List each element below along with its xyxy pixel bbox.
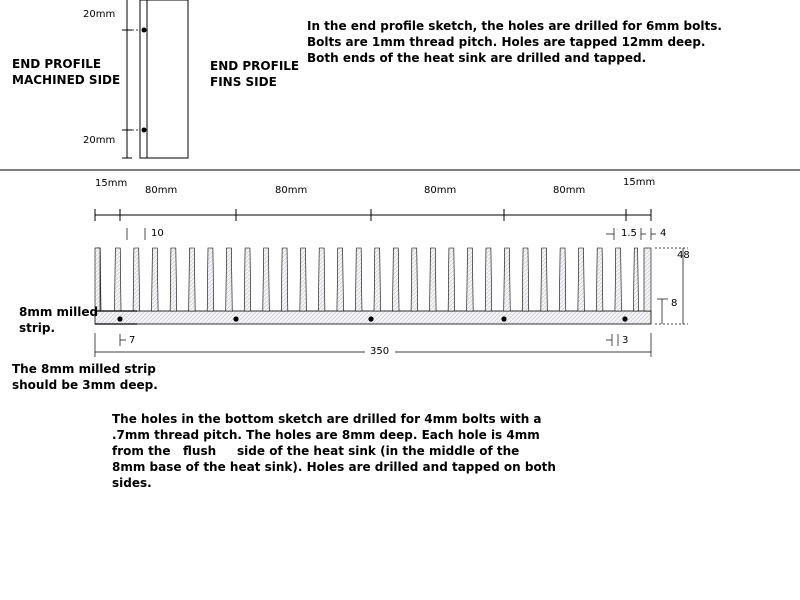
- spacing-label: 80mm: [145, 185, 178, 196]
- heat-sink-fin: [115, 248, 122, 311]
- spacing-dimension: [95, 209, 651, 221]
- top-note-line-2: Bolts are 1mm thread pitch. Holes are tapped 12mm deep.: [307, 35, 706, 49]
- heat-sink-fin: [263, 248, 270, 311]
- heat-sink-fin: [485, 248, 492, 311]
- milled-strip-depth-2: should be 3mm deep.: [12, 378, 158, 392]
- spacing-label: 15mm: [623, 177, 656, 188]
- top-note-line-1: In the end profile sketch, the holes are drilled for 6mm bolts.: [307, 19, 722, 33]
- bolt-hole: [117, 316, 122, 321]
- machined-side-label-1: END PROFILE: [12, 57, 102, 71]
- heat-sink-fin: [318, 248, 325, 311]
- end-profile-hole-top: [142, 28, 147, 33]
- heat-sink-fin: [355, 248, 362, 311]
- milled-strip-depth-1: The 8mm milled strip: [12, 362, 156, 376]
- milled-strip-label-1: 8mm milled: [19, 305, 99, 319]
- heat-sink-fin: [504, 248, 511, 311]
- dim-4: 4: [660, 228, 667, 239]
- fins-side-label-1: END PROFILE: [210, 59, 300, 73]
- heat-sink-fin: [374, 248, 381, 311]
- fins-side-label-2: FINS SIDE: [210, 75, 277, 89]
- heat-sink-fin: [411, 248, 418, 311]
- heat-sink-fin: [189, 248, 196, 311]
- bolt-hole: [501, 316, 506, 321]
- heat-sink-fin: [281, 248, 288, 311]
- milled-strip-label-2: strip.: [19, 321, 56, 335]
- heat-sink-fin: [244, 248, 251, 311]
- heat-sink-fin: [522, 248, 529, 311]
- bottom-note-line-5: sides.: [112, 476, 152, 490]
- dim-7: 7: [129, 335, 136, 346]
- heat-sink-fin: [467, 248, 474, 311]
- end-profile-dim-bottom: 20mm: [83, 135, 116, 146]
- spacing-label: 15mm: [95, 178, 128, 189]
- heat-sink-fin: [170, 248, 177, 311]
- heat-sink-fin: [615, 248, 622, 311]
- heat-sink-profile: [95, 248, 651, 324]
- bottom-note-line-1: The holes in the bottom sketch are drilled for 4mm bolts with a: [112, 412, 542, 426]
- heat-sink-fin: [393, 248, 400, 311]
- dim-350: 350: [370, 346, 390, 357]
- heat-sink-fin: [133, 248, 140, 311]
- heat-sink-fin: [633, 248, 638, 311]
- spacing-label: 80mm: [275, 185, 308, 196]
- heat-sink-fin: [596, 248, 603, 311]
- bolt-hole: [622, 316, 627, 321]
- bottom-note-line-2: .7mm thread pitch. The holes are 8mm deep. Each hole is 4mm: [112, 428, 540, 442]
- end-profile-dim-top: 20mm: [83, 9, 116, 20]
- heat-sink-fin: [337, 248, 344, 311]
- dim-48: 48: [677, 250, 690, 261]
- heat-sink-fin: [448, 248, 455, 311]
- dim-8: 8: [671, 298, 678, 309]
- heat-sink-end-wall: [95, 248, 100, 311]
- bolt-hole: [368, 316, 373, 321]
- dim-1-5: 1.5: [621, 228, 637, 239]
- heat-sink-fin: [300, 248, 307, 311]
- heat-sink-fin: [152, 248, 159, 311]
- heat-sink-fin: [207, 248, 214, 311]
- end-profile-hole-bottom: [142, 128, 147, 133]
- spacing-label: 80mm: [553, 185, 586, 196]
- heat-sink-end-wall: [644, 248, 651, 311]
- dim-3: 3: [622, 335, 629, 346]
- dim-10: 10: [151, 228, 164, 239]
- bottom-note-line-4: 8mm base of the heat sink). Holes are drilled and tapped on both: [112, 460, 556, 474]
- bolt-hole: [233, 316, 238, 321]
- end-profile-sketch: [122, 0, 188, 158]
- heat-sink-fin: [541, 248, 548, 311]
- spacing-label: 80mm: [424, 185, 457, 196]
- top-note-line-3: Both ends of the heat sink are drilled and tapped.: [307, 51, 647, 65]
- fin-dimension-markers: [127, 228, 656, 240]
- machined-side-label-2: MACHINED SIDE: [12, 73, 121, 87]
- heat-sink-fin: [430, 248, 437, 311]
- heat-sink-fin: [559, 248, 566, 311]
- bottom-note-line-3: from the flush side of the heat sink (in the middle of the: [112, 444, 520, 458]
- heat-sink-fin: [578, 248, 585, 311]
- heat-sink-fin: [226, 248, 233, 311]
